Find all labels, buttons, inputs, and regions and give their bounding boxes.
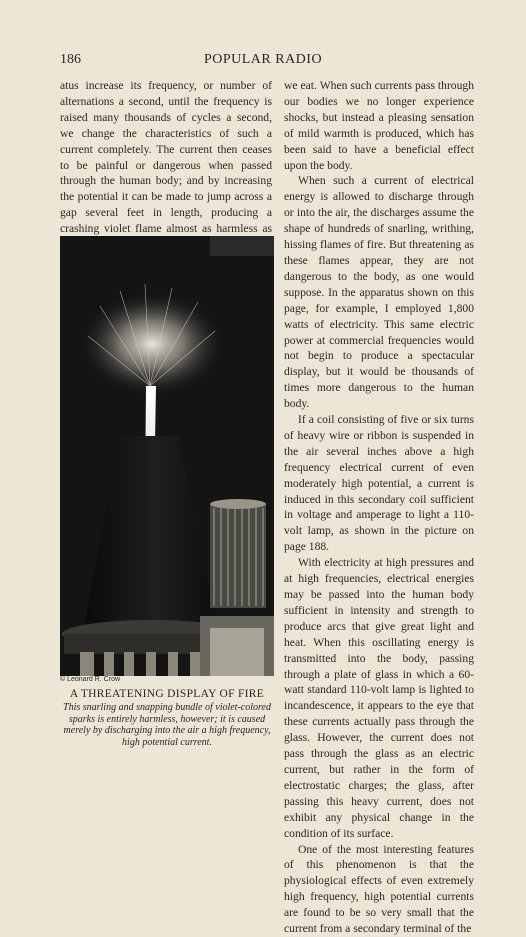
tesla-coil-photograph <box>60 236 274 676</box>
left-column-text <box>60 78 272 253</box>
running-head: POPULAR RADIO <box>203 52 323 67</box>
paragraph: With electricity at high pressures and at high frequencies, electrical energies may be passed into the human body sufficient in intensity and strength to produce arcs that give great light and heat. When this oscillating energy is transmitted into the body, passing through a plate of glass in which a 60-watt standard 110-volt lamp is lighted to incandescence, it appears to the eye that these currents actually pass through the glass. However, the current does not pass through the glass as an electric current, but rather in the form of electrostatic charges; the glass, after passing this heavy current, does not exhibit any physical change in the condition of its surface. <box>284 556 474 840</box>
paragraph: If a coil consisting of five or six turns of heavy wire or ribbon is suspended in the air several inches above a high frequency electrical current of even moderately high potential, a current is induced in this secondary coil sufficient in voltage and amperage to light a 110-volt lamp, as shown in the picture on page 188. <box>284 413 474 554</box>
figure-caption-title: A THREATENING DISPLAY OF FIRE <box>69 688 265 700</box>
paragraph: When such a current of electrical energy is allowed to discharge through or into the air, the discharges assume the shape of hundreds of snarling, writhing, hissing flames of fire. But threatening as these flames appear, they are not dangerous to the body, as one would suppose. In the apparatus shown on this page, for example, I employed 1,800 watts of electricity. This same electric power at commercial frequencies would not begin to produce a spectacular display, but it would be thousands of times more dangerous to the human body. <box>284 174 474 411</box>
right-column-text <box>284 78 474 937</box>
photo-credit: © Leonard R. Crow <box>60 676 121 683</box>
page-number: 186 <box>60 52 81 67</box>
paragraph: One of the most interesting features of this phenomenon is that the physiological effects of even extremely high frequency, high potential currents are found to be so very small that the current from a secondary terminal of the <box>284 842 474 936</box>
paragraph: we eat. When such currents pass through our bodies we no longer experience shocks, but instead a pleasing sensation of mild warmth is produced, which has been said to have a beneficial effect upon the body. <box>284 79 474 172</box>
paragraph: atus increase its frequency, or number of alternations a second, until the frequency is raised many thousands of cycles a second, we change the characteristics of such a current completely. The current then ceases to be painful or dangerous when passed through the human body; and by increasing the potential it can be made to jump across a gap several feet in length, producing a crashing violet flame almost as harmless as <box>60 79 272 236</box>
figure-caption-body: This snarling and snapping bundle of violet-colored sparks is entirely harmless, however; it is caused merely by discharging into the air a high frequency, high potential current. <box>63 702 271 748</box>
